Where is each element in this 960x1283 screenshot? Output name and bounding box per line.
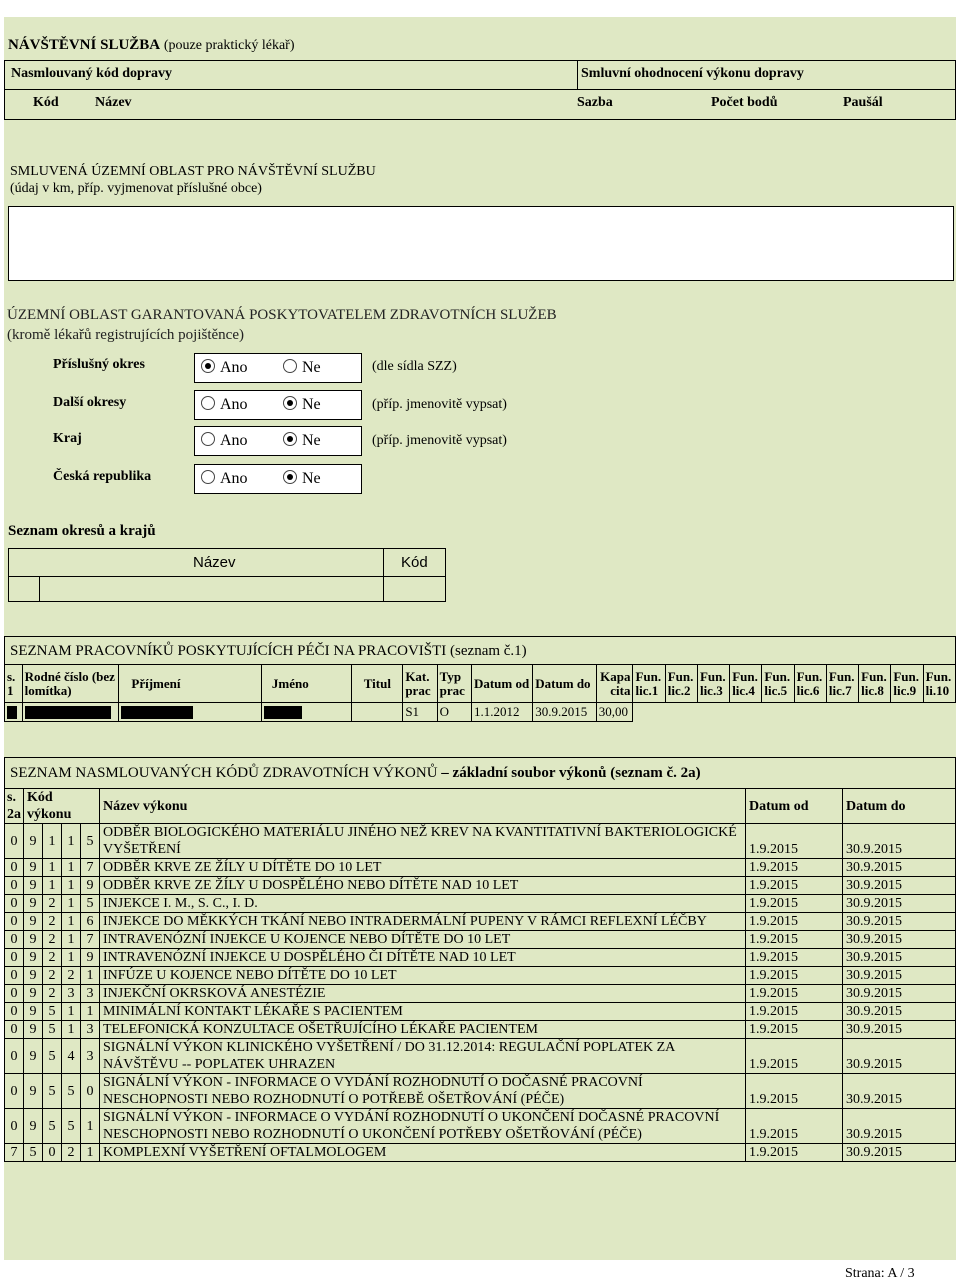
code-digit: 9: [24, 1074, 43, 1109]
radio-no-label: Ne: [302, 359, 321, 376]
code-digit: 0: [5, 1109, 24, 1144]
code-digit: 3: [81, 1021, 100, 1039]
code-digit: 5: [81, 895, 100, 913]
radio-selected-icon[interactable]: [283, 396, 297, 410]
codes-body: [5, 824, 956, 1162]
code-name: ODBĚR KRVE ZE ŽÍLY U DOSPĚLÉHO NEBO DÍTĚTE NAD 10 LET: [100, 877, 746, 895]
codes-header-row: [5, 789, 956, 824]
guar-label-czech: Česká republika: [53, 469, 152, 484]
col-rate: Sazba: [577, 95, 613, 110]
code-digit: 5: [81, 824, 100, 859]
code-digit: 9: [24, 1021, 43, 1039]
code-digit: 0: [5, 895, 24, 913]
area-title: SMLUVENÁ ÚZEMNÍ OBLAST PRO NÁVŠTĚVNÍ SLUŽBU: [10, 164, 376, 179]
workers-head: Fun. lic.6: [794, 665, 826, 703]
code-date-from: 1.9.2015: [746, 877, 843, 895]
code-date-to: 30.9.2015: [843, 1039, 956, 1074]
code-date-from: 1.9.2015: [746, 1109, 843, 1144]
codes-title-main: SEZNAM NASMLOUVANÝCH KÓDŮ ZDRAVOTNÍCH VÝKONŮ: [10, 765, 438, 781]
code-digit: 2: [43, 967, 62, 985]
visit-heading: [8, 37, 294, 54]
code-row: [5, 1144, 956, 1162]
workers-header-row: [5, 665, 956, 703]
workers-head: Titul: [352, 665, 403, 703]
code-date-from: 1.9.2015: [746, 931, 843, 949]
radio-no-label: Ne: [302, 470, 321, 487]
code-digit: 7: [81, 859, 100, 877]
code-digit: 9: [24, 967, 43, 985]
code-digit: 5: [43, 1109, 62, 1144]
code-digit: 9: [24, 913, 43, 931]
code-digit: 1: [81, 1109, 100, 1144]
code-name: SIGNÁLNÍ VÝKON - INFORMACE O VYDÁNÍ ROZHODNUTÍ O UKONČENÍ DOČASNÉ PRACOVNÍ NESCHOPNOSTI NEBO ROZHODNUTÍ O UKONČENÍ POTŘEBY OŠETŘOVÁNÍ (PÉČE): [100, 1109, 746, 1144]
code-date-to: 30.9.2015: [843, 985, 956, 1003]
code-date-to: 30.9.2015: [843, 949, 956, 967]
codes-title-box: [4, 757, 956, 789]
code-digit: 5: [43, 1039, 62, 1074]
radio-group-czech[interactable]: [194, 464, 362, 494]
code-digit: 6: [81, 913, 100, 931]
districts-table: [8, 548, 446, 602]
districts-col-name: Název: [193, 554, 236, 571]
codes-title: [10, 765, 701, 782]
code-digit: 5: [62, 1074, 81, 1109]
workers-head: Jméno: [261, 665, 351, 703]
code-date-to: 30.9.2015: [843, 913, 956, 931]
code-row: [5, 1109, 956, 1144]
workers-head: Fun. li.10: [923, 665, 955, 703]
radio-yes-label: Ano: [220, 432, 248, 449]
workers-head: Fun. lic.8: [859, 665, 891, 703]
worker-capacity: 30,00: [596, 703, 633, 722]
radio-group-district[interactable]: [194, 353, 362, 383]
code-date-from: 1.9.2015: [746, 967, 843, 985]
area-subtitle: (údaj v km, příp. vyjmenovat příslušné obce): [10, 181, 262, 196]
workers-head: Fun. lic.4: [730, 665, 762, 703]
code-digit: 3: [81, 1039, 100, 1074]
workers-head: Typ prac: [437, 665, 471, 703]
worker-from: 1.1.2012: [471, 703, 532, 722]
code-date-from: 1.9.2015: [746, 913, 843, 931]
code-digit: 9: [24, 1109, 43, 1144]
code-name: ODBĚR KRVE ZE ŽÍLY U DÍTĚTE DO 10 LET: [100, 859, 746, 877]
code-digit: 9: [24, 895, 43, 913]
code-row: [5, 895, 956, 913]
code-digit: 0: [5, 824, 24, 859]
code-digit: 0: [81, 1074, 100, 1109]
col-points: Počet bodů: [711, 95, 778, 110]
code-digit: 9: [24, 859, 43, 877]
workers-head: Kat. prac: [403, 665, 437, 703]
code-digit: 0: [5, 1003, 24, 1021]
radio-selected-icon[interactable]: [283, 470, 297, 484]
code-digit: 9: [24, 1039, 43, 1074]
radio-yes-label: Ano: [220, 470, 248, 487]
radio-group-region[interactable]: [194, 426, 362, 456]
code-digit: 0: [5, 1039, 24, 1074]
code-digit: 3: [81, 985, 100, 1003]
radio-empty-icon[interactable]: [201, 432, 215, 446]
workers-head: Datum do: [533, 665, 596, 703]
codes-head-code: Kód výkonu: [24, 789, 100, 824]
code-digit: 2: [62, 967, 81, 985]
workers-row: [5, 703, 956, 722]
code-digit: 4: [62, 1039, 81, 1074]
code-digit: 0: [5, 949, 24, 967]
workers-head: Fun. lic.5: [762, 665, 794, 703]
code-date-from: 1.9.2015: [746, 1021, 843, 1039]
code-digit: 2: [62, 1144, 81, 1162]
code-date-from: 1.9.2015: [746, 1039, 843, 1074]
code-digit: 2: [43, 913, 62, 931]
code-digit: 0: [5, 913, 24, 931]
code-digit: 1: [81, 967, 100, 985]
code-date-from: 1.9.2015: [746, 949, 843, 967]
code-row: [5, 1021, 956, 1039]
code-date-from: 1.9.2015: [746, 859, 843, 877]
code-row: [5, 931, 956, 949]
radio-no-label: Ne: [302, 396, 321, 413]
area-input[interactable]: [8, 206, 954, 281]
guaranteed-heading: [7, 305, 557, 345]
workers-head: Fun. lic.2: [665, 665, 697, 703]
districts-title: Seznam okresů a krajů: [8, 523, 156, 539]
code-row: [5, 1039, 956, 1074]
visit-table: [4, 60, 956, 120]
code-row: [5, 967, 956, 985]
visit-title: NÁVŠTĚVNÍ SLUŽBA: [8, 37, 161, 53]
code-name: ODBĚR BIOLOGICKÉHO MATERIÁLU JINÉHO NEŽ KREV NA KVANTITATIVNÍ BAKTERIOLOGICKÉ VYŠETŘENÍ: [100, 824, 746, 859]
codes-head-name: Název výkonu: [100, 789, 746, 824]
code-digit: 0: [5, 931, 24, 949]
workers-title-box: [4, 636, 956, 665]
workers-head: Fun. lic.9: [891, 665, 923, 703]
code-digit: 0: [5, 1074, 24, 1109]
codes-table: [4, 788, 956, 1162]
code-date-from: 1.9.2015: [746, 985, 843, 1003]
visit-subtitle: (pouze praktický lékař): [163, 38, 295, 53]
code-date-to: 30.9.2015: [843, 1021, 956, 1039]
code-digit: 1: [81, 1144, 100, 1162]
radio-selected-icon[interactable]: [201, 359, 215, 373]
workers-head: Fun. lic.1: [633, 665, 665, 703]
radio-empty-icon[interactable]: [201, 396, 215, 410]
code-digit: 1: [81, 1003, 100, 1021]
workers-title: SEZNAM PRACOVNÍKŮ POSKYTUJÍCÍCH PÉČI NA PRACOVIŠTI (seznam č.1): [10, 643, 527, 659]
code-digit: 9: [24, 877, 43, 895]
code-digit: 5: [43, 1074, 62, 1109]
code-date-from: 1.9.2015: [746, 1003, 843, 1021]
workers-head: Kapa cita: [596, 665, 633, 703]
worker-to: 30.9.2015: [533, 703, 596, 722]
codes-title-rest: – základní soubor výkonů (seznam č. 2a): [441, 765, 701, 781]
code-digit: 1: [62, 913, 81, 931]
radio-empty-icon[interactable]: [283, 359, 297, 373]
col-flat: Paušál: [843, 95, 883, 110]
contract-eval-label: Smluvní ohodnocení výkonu dopravy: [581, 66, 804, 81]
redacted-block: [264, 706, 302, 719]
radio-group-other[interactable]: [194, 390, 362, 420]
code-digit: 1: [62, 877, 81, 895]
workers-head: Datum od: [471, 665, 532, 703]
guar-label-region: Kraj: [53, 431, 82, 446]
redacted-block: [7, 706, 17, 719]
worker-kat: S1: [403, 703, 437, 722]
guar-note-region: (příp. jmenovitě vypsat): [372, 433, 507, 448]
code-digit: 1: [62, 1003, 81, 1021]
code-digit: 1: [62, 949, 81, 967]
code-name: INJEKCE DO MĚKKÝCH TKÁNÍ NEBO INTRADERMÁLNÍ PUPENY V RÁMCI REFLEXNÍ LÉČBY: [100, 913, 746, 931]
code-date-from: 1.9.2015: [746, 1074, 843, 1109]
code-digit: 1: [43, 824, 62, 859]
code-digit: 9: [24, 824, 43, 859]
code-digit: 7: [81, 931, 100, 949]
code-digit: 1: [43, 859, 62, 877]
code-digit: 5: [43, 1003, 62, 1021]
code-digit: 0: [5, 967, 24, 985]
code-digit: 9: [81, 877, 100, 895]
workers-head: s. 1: [5, 665, 23, 703]
code-row: [5, 985, 956, 1003]
redacted-block: [121, 706, 193, 719]
radio-yes-label: Ano: [220, 359, 248, 376]
radio-yes-label: Ano: [220, 396, 248, 413]
code-row: [5, 913, 956, 931]
code-name: INTRAVENÓZNÍ INJEKCE U DOSPĚLÉHO ČI DÍTĚTE NAD 10 LET: [100, 949, 746, 967]
code-digit: 7: [5, 1144, 24, 1162]
code-row: [5, 949, 956, 967]
code-name: INTRAVENÓZNÍ INJEKCE U KOJENCE NEBO DÍTĚTE DO 10 LET: [100, 931, 746, 949]
col-name: Název: [95, 95, 132, 110]
guaranteed-title: ÚZEMNÍ OBLAST GARANTOVANÁ POSKYTOVATELEM ZDRAVOTNÍCH SLUŽEB: [7, 307, 557, 323]
code-row: [5, 877, 956, 895]
workers-table: [4, 664, 956, 722]
guar-label-other: Další okresy: [53, 395, 127, 410]
code-date-from: 1.9.2015: [746, 895, 843, 913]
workers-head: Fun. lic.3: [697, 665, 729, 703]
code-digit: 9: [24, 1003, 43, 1021]
code-digit: 0: [5, 985, 24, 1003]
radio-no-label: Ne: [302, 432, 321, 449]
code-name: KOMPLEXNÍ VYŠETŘENÍ OFTALMOLOGEM: [100, 1144, 746, 1162]
radio-selected-icon[interactable]: [283, 432, 297, 446]
code-digit: 5: [24, 1144, 43, 1162]
code-date-to: 30.9.2015: [843, 931, 956, 949]
code-digit: 1: [62, 895, 81, 913]
districts-col-code: Kód: [401, 554, 428, 571]
code-digit: 1: [62, 931, 81, 949]
code-digit: 2: [43, 895, 62, 913]
code-digit: 0: [5, 1021, 24, 1039]
code-digit: 2: [43, 985, 62, 1003]
code-name: TELEFONICKÁ KONZULTACE OŠETŘUJÍCÍHO LÉKAŘE PACIENTEM: [100, 1021, 746, 1039]
code-digit: 2: [43, 931, 62, 949]
code-row: [5, 1003, 956, 1021]
code-digit: 3: [62, 985, 81, 1003]
redacted-block: [25, 706, 111, 719]
code-digit: 1: [43, 877, 62, 895]
codes-head-s: s. 2a: [5, 789, 24, 824]
code-name: MINIMÁLNÍ KONTAKT LÉKAŘE S PACIENTEM: [100, 1003, 746, 1021]
worker-typ: O: [437, 703, 471, 722]
guaranteed-subtitle: (kromě lékařů registrujících pojištěnce): [7, 327, 244, 343]
code-name: INJEKCE I. M., S. C., I. D.: [100, 895, 746, 913]
code-digit: 2: [43, 949, 62, 967]
code-date-to: 30.9.2015: [843, 877, 956, 895]
code-date-to: 30.9.2015: [843, 859, 956, 877]
code-digit: 9: [24, 949, 43, 967]
code-date-to: 30.9.2015: [843, 895, 956, 913]
code-date-to: 30.9.2015: [843, 1003, 956, 1021]
col-code: Kód: [33, 95, 59, 110]
code-date-to: 30.9.2015: [843, 1109, 956, 1144]
code-date-to: 30.9.2015: [843, 967, 956, 985]
code-digit: 5: [43, 1021, 62, 1039]
workers-head: Příjmení: [119, 665, 261, 703]
code-digit: 0: [43, 1144, 62, 1162]
code-date-from: 1.9.2015: [746, 1144, 843, 1162]
code-digit: 5: [62, 1109, 81, 1144]
code-digit: 1: [62, 824, 81, 859]
code-date-to: 30.9.2015: [843, 824, 956, 859]
codes-head-from: Datum od: [746, 789, 843, 824]
code-date-from: 1.9.2015: [746, 824, 843, 859]
code-row: [5, 824, 956, 859]
code-name: INJEKČNÍ OKRSKOVÁ ANESTÉZIE: [100, 985, 746, 1003]
guar-note-district: (dle sídla SZZ): [372, 359, 457, 374]
code-digit: 0: [5, 877, 24, 895]
code-name: INFÚZE U KOJENCE NEBO DÍTĚTE DO 10 LET: [100, 967, 746, 985]
code-row: [5, 1074, 956, 1109]
workers-head: Rodné číslo (bez lomítka): [22, 665, 119, 703]
code-name: SIGNÁLNÍ VÝKON KLINICKÉHO VYŠETŘENÍ / DO 31.12.2014: REGULAČNÍ POPLATEK ZA NÁVŠTĚVU -- POPLATEK UHRAZEN: [100, 1039, 746, 1074]
page-number: Strana: A / 3: [845, 1266, 915, 1281]
code-row: [5, 859, 956, 877]
guar-note-other: (příp. jmenovitě vypsat): [372, 397, 507, 412]
code-name: SIGNÁLNÍ VÝKON - INFORMACE O VYDÁNÍ ROZHODNUTÍ O DOČASNÉ PRACOVNÍ NESCHOPNOSTI NEBO ROZHODNUTÍ O POTŘEBĚ OŠETŘOVÁNÍ (PÉČE): [100, 1074, 746, 1109]
code-digit: 9: [24, 985, 43, 1003]
code-digit: 0: [5, 859, 24, 877]
guar-label-district: Příslušný okres: [53, 357, 145, 372]
area-heading: [10, 163, 376, 197]
code-digit: 1: [62, 859, 81, 877]
code-digit: 9: [81, 949, 100, 967]
workers-head: Fun. lic.7: [826, 665, 858, 703]
code-digit: 1: [62, 1021, 81, 1039]
code-date-to: 30.9.2015: [843, 1074, 956, 1109]
codes-head-to: Datum do: [843, 789, 956, 824]
radio-empty-icon[interactable]: [201, 470, 215, 484]
code-date-to: 30.9.2015: [843, 1144, 956, 1162]
agreed-code-label: Nasmlouvaný kód dopravy: [11, 66, 173, 81]
code-digit: 9: [24, 931, 43, 949]
